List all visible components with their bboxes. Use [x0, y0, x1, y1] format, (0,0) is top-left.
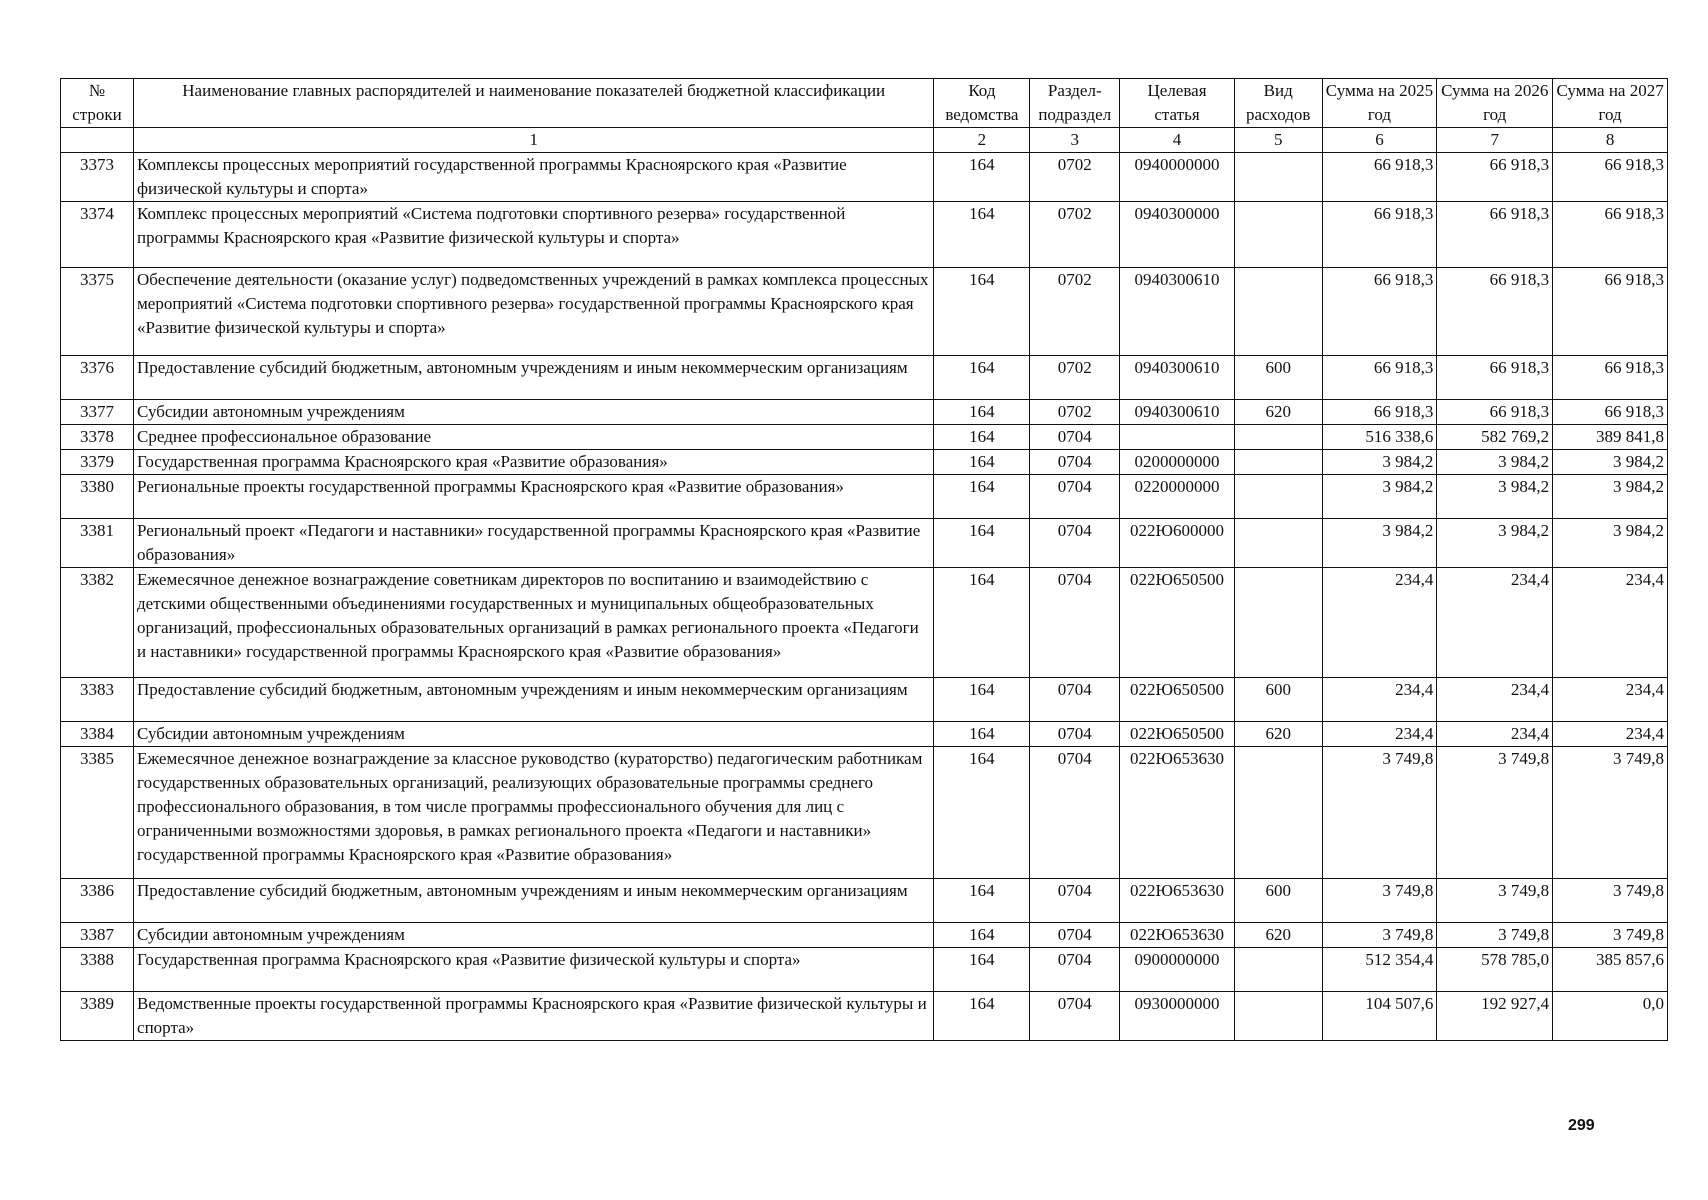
table-row — [61, 722, 1668, 747]
row-sum-2027: 385 857,6 — [1553, 948, 1668, 992]
row-number: 3374 — [61, 202, 134, 268]
row-sum-2027: 3 749,8 — [1553, 923, 1668, 948]
row-sum-2025: 234,4 — [1322, 722, 1437, 747]
row-expense-type — [1234, 425, 1322, 450]
header-sum-2027: Сумма на 2027 год — [1553, 79, 1668, 128]
header-dept-code: Код ведомства — [934, 79, 1030, 128]
row-sum-2026: 66 918,3 — [1437, 268, 1553, 356]
row-target: 0930000000 — [1120, 992, 1235, 1041]
row-name: Ежемесячное денежное вознаграждение за классное руководство (кураторство) педагогическим работникам государственных образовательных организаций, реализующих образовательные программы среднего профессионального образования, в том числе программы профессионального обучения для лиц с ограниченными возможностями здоровья, в рамках регионального проекта «Педагоги и наставники» государственной программы Красноярского края «Развитие образования» — [134, 747, 934, 879]
row-expense-type: 620 — [1234, 400, 1322, 425]
row-sum-2025: 66 918,3 — [1322, 400, 1437, 425]
table-row — [61, 747, 1668, 879]
row-section: 0704 — [1030, 678, 1120, 722]
column-number: 4 — [1120, 128, 1235, 153]
table-row — [61, 153, 1668, 202]
row-dept-code: 164 — [934, 356, 1030, 400]
row-sum-2026: 234,4 — [1437, 678, 1553, 722]
row-sum-2025: 104 507,6 — [1322, 992, 1437, 1041]
row-sum-2026: 582 769,2 — [1437, 425, 1553, 450]
row-name: Комплексы процессных мероприятий государственной программы Красноярского края «Развитие физической культуры и спорта» — [134, 153, 934, 202]
row-dept-code: 164 — [934, 722, 1030, 747]
row-section: 0704 — [1030, 992, 1120, 1041]
row-sum-2027: 3 984,2 — [1553, 475, 1668, 519]
row-dept-code: 164 — [934, 678, 1030, 722]
row-section: 0704 — [1030, 519, 1120, 568]
row-target: 022Ю600000 — [1120, 519, 1235, 568]
row-target: 022Ю653630 — [1120, 879, 1235, 923]
row-target: 022Ю653630 — [1120, 747, 1235, 879]
row-sum-2027: 3 749,8 — [1553, 879, 1668, 923]
row-section: 0702 — [1030, 153, 1120, 202]
table-body — [61, 153, 1668, 1041]
row-number: 3381 — [61, 519, 134, 568]
header-expense-type: Вид расходов — [1234, 79, 1322, 128]
table-row — [61, 268, 1668, 356]
row-section: 0704 — [1030, 722, 1120, 747]
row-section: 0702 — [1030, 356, 1120, 400]
row-expense-type — [1234, 202, 1322, 268]
row-section: 0704 — [1030, 923, 1120, 948]
row-number: 3375 — [61, 268, 134, 356]
budget-table — [60, 78, 1668, 1041]
row-name: Предоставление субсидий бюджетным, автономным учреждениям и иным некоммерческим организациям — [134, 879, 934, 923]
row-sum-2025: 66 918,3 — [1322, 268, 1437, 356]
row-dept-code: 164 — [934, 519, 1030, 568]
table-row — [61, 475, 1668, 519]
row-sum-2025: 3 749,8 — [1322, 747, 1437, 879]
row-sum-2026: 3 749,8 — [1437, 923, 1553, 948]
row-name: Среднее профессиональное образование — [134, 425, 934, 450]
header-target: Целевая статья — [1120, 79, 1235, 128]
row-sum-2025: 66 918,3 — [1322, 202, 1437, 268]
row-number: 3380 — [61, 475, 134, 519]
column-number-row — [61, 128, 1668, 153]
table-row — [61, 425, 1668, 450]
header-row — [61, 79, 1668, 128]
table-row — [61, 678, 1668, 722]
table-row — [61, 202, 1668, 268]
row-number: 3388 — [61, 948, 134, 992]
row-number: 3382 — [61, 568, 134, 678]
row-section: 0704 — [1030, 475, 1120, 519]
row-number: 3385 — [61, 747, 134, 879]
row-sum-2027: 3 984,2 — [1553, 519, 1668, 568]
row-expense-type: 600 — [1234, 678, 1322, 722]
row-expense-type — [1234, 747, 1322, 879]
row-sum-2026: 3 984,2 — [1437, 475, 1553, 519]
row-dept-code: 164 — [934, 948, 1030, 992]
row-section: 0704 — [1030, 948, 1120, 992]
row-target: 0940300610 — [1120, 268, 1235, 356]
row-number: 3386 — [61, 879, 134, 923]
row-section: 0702 — [1030, 202, 1120, 268]
row-sum-2026: 66 918,3 — [1437, 400, 1553, 425]
row-target: 0900000000 — [1120, 948, 1235, 992]
row-sum-2027: 3 984,2 — [1553, 450, 1668, 475]
row-sum-2025: 512 354,4 — [1322, 948, 1437, 992]
row-number: 3383 — [61, 678, 134, 722]
row-sum-2027: 66 918,3 — [1553, 400, 1668, 425]
header-sum-2025: Сумма на 2025 год — [1322, 79, 1437, 128]
row-target: 0200000000 — [1120, 450, 1235, 475]
table-row — [61, 992, 1668, 1041]
row-dept-code: 164 — [934, 568, 1030, 678]
row-sum-2026: 66 918,3 — [1437, 202, 1553, 268]
row-sum-2027: 66 918,3 — [1553, 202, 1668, 268]
row-sum-2026: 192 927,4 — [1437, 992, 1553, 1041]
row-sum-2027: 66 918,3 — [1553, 356, 1668, 400]
row-name: Региональные проекты государственной программы Красноярского края «Развитие образования» — [134, 475, 934, 519]
table-row — [61, 356, 1668, 400]
row-section: 0704 — [1030, 568, 1120, 678]
row-sum-2026: 3 749,8 — [1437, 747, 1553, 879]
row-target: 022Ю653630 — [1120, 923, 1235, 948]
row-expense-type — [1234, 948, 1322, 992]
row-number: 3377 — [61, 400, 134, 425]
row-expense-type: 600 — [1234, 356, 1322, 400]
row-name: Обеспечение деятельности (оказание услуг) подведомственных учреждений в рамках комплекса процессных мероприятий «Система подготовки спортивного резерва» государственной программы Красноярского края «Развитие физической культуры и спорта» — [134, 268, 934, 356]
row-dept-code: 164 — [934, 425, 1030, 450]
row-name: Субсидии автономным учреждениям — [134, 400, 934, 425]
table-row — [61, 923, 1668, 948]
row-sum-2027: 0,0 — [1553, 992, 1668, 1041]
row-sum-2027: 389 841,8 — [1553, 425, 1668, 450]
row-sum-2025: 66 918,3 — [1322, 356, 1437, 400]
row-dept-code: 164 — [934, 400, 1030, 425]
column-number: 3 — [1030, 128, 1120, 153]
row-dept-code: 164 — [934, 747, 1030, 879]
row-expense-type — [1234, 992, 1322, 1041]
row-sum-2025: 516 338,6 — [1322, 425, 1437, 450]
column-number: 1 — [134, 128, 934, 153]
table-row — [61, 568, 1668, 678]
row-expense-type — [1234, 519, 1322, 568]
row-section: 0704 — [1030, 747, 1120, 879]
row-sum-2026: 3 749,8 — [1437, 879, 1553, 923]
row-target: 0940000000 — [1120, 153, 1235, 202]
row-sum-2027: 234,4 — [1553, 568, 1668, 678]
row-target: 0940300610 — [1120, 400, 1235, 425]
row-expense-type — [1234, 268, 1322, 356]
header-sum-2026: Сумма на 2026 год — [1437, 79, 1553, 128]
row-name: Государственная программа Красноярского края «Развитие физической культуры и спорта» — [134, 948, 934, 992]
row-section: 0702 — [1030, 268, 1120, 356]
row-target — [1120, 425, 1235, 450]
row-expense-type — [1234, 475, 1322, 519]
row-sum-2025: 3 749,8 — [1322, 879, 1437, 923]
row-number: 3384 — [61, 722, 134, 747]
row-sum-2025: 234,4 — [1322, 678, 1437, 722]
row-sum-2027: 66 918,3 — [1553, 153, 1668, 202]
row-sum-2027: 234,4 — [1553, 678, 1668, 722]
row-sum-2026: 3 984,2 — [1437, 519, 1553, 568]
table-row — [61, 400, 1668, 425]
row-dept-code: 164 — [934, 153, 1030, 202]
row-number: 3379 — [61, 450, 134, 475]
row-dept-code: 164 — [934, 879, 1030, 923]
row-sum-2026: 234,4 — [1437, 568, 1553, 678]
column-number: 8 — [1553, 128, 1668, 153]
row-sum-2027: 234,4 — [1553, 722, 1668, 747]
row-sum-2025: 3 984,2 — [1322, 519, 1437, 568]
row-dept-code: 164 — [934, 923, 1030, 948]
row-expense-type: 620 — [1234, 722, 1322, 747]
row-number: 3387 — [61, 923, 134, 948]
row-sum-2026: 578 785,0 — [1437, 948, 1553, 992]
row-name: Предоставление субсидий бюджетным, автономным учреждениям и иным некоммерческим организациям — [134, 678, 934, 722]
row-name: Предоставление субсидий бюджетным, автономным учреждениям и иным некоммерческим организациям — [134, 356, 934, 400]
row-sum-2025: 234,4 — [1322, 568, 1437, 678]
row-dept-code: 164 — [934, 268, 1030, 356]
table-row — [61, 879, 1668, 923]
row-target: 022Ю650500 — [1120, 568, 1235, 678]
table-row — [61, 948, 1668, 992]
row-sum-2026: 3 984,2 — [1437, 450, 1553, 475]
row-sum-2025: 3 984,2 — [1322, 475, 1437, 519]
header-section: Раздел-подраздел — [1030, 79, 1120, 128]
row-expense-type — [1234, 153, 1322, 202]
row-sum-2025: 66 918,3 — [1322, 153, 1437, 202]
row-target: 0220000000 — [1120, 475, 1235, 519]
row-target: 022Ю650500 — [1120, 678, 1235, 722]
row-section: 0704 — [1030, 450, 1120, 475]
column-number: 5 — [1234, 128, 1322, 153]
row-target: 0940300610 — [1120, 356, 1235, 400]
row-number: 3373 — [61, 153, 134, 202]
row-sum-2026: 66 918,3 — [1437, 356, 1553, 400]
row-expense-type: 600 — [1234, 879, 1322, 923]
row-dept-code: 164 — [934, 450, 1030, 475]
row-section: 0704 — [1030, 425, 1120, 450]
row-name: Государственная программа Красноярского края «Развитие образования» — [134, 450, 934, 475]
row-number: 3389 — [61, 992, 134, 1041]
row-sum-2027: 3 749,8 — [1553, 747, 1668, 879]
row-number: 3378 — [61, 425, 134, 450]
table-row — [61, 450, 1668, 475]
row-name: Ежемесячное денежное вознаграждение советникам директоров по воспитанию и взаимодействию с детскими общественными объединениями государственных и муниципальных общеобразовательных организаций, профессиональных образовательных организаций в рамках регионального проекта «Педагоги и наставники» государственной программы Красноярского края «Развитие образования» — [134, 568, 934, 678]
row-name: Комплекс процессных мероприятий «Система подготовки спортивного резерва» государственной программы Красноярского края «Развитие физической культуры и спорта» — [134, 202, 934, 268]
row-dept-code: 164 — [934, 992, 1030, 1041]
row-sum-2025: 3 984,2 — [1322, 450, 1437, 475]
row-section: 0704 — [1030, 879, 1120, 923]
row-target: 022Ю650500 — [1120, 722, 1235, 747]
row-sum-2027: 66 918,3 — [1553, 268, 1668, 356]
column-number: 6 — [1322, 128, 1437, 153]
page-number: 299 — [1568, 1117, 1595, 1134]
row-sum-2026: 234,4 — [1437, 722, 1553, 747]
row-expense-type — [1234, 450, 1322, 475]
row-sum-2025: 3 749,8 — [1322, 923, 1437, 948]
row-dept-code: 164 — [934, 202, 1030, 268]
row-name: Субсидии автономным учреждениям — [134, 923, 934, 948]
row-name: Ведомственные проекты государственной программы Красноярского края «Развитие физической культуры и спорта» — [134, 992, 934, 1041]
column-number: 7 — [1437, 128, 1553, 153]
row-section: 0702 — [1030, 400, 1120, 425]
row-name: Региональный проект «Педагоги и наставники» государственной программы Красноярского края «Развитие образования» — [134, 519, 934, 568]
row-dept-code: 164 — [934, 475, 1030, 519]
table-row — [61, 519, 1668, 568]
column-number: 2 — [934, 128, 1030, 153]
row-expense-type — [1234, 568, 1322, 678]
row-name: Субсидии автономным учреждениям — [134, 722, 934, 747]
row-sum-2026: 66 918,3 — [1437, 153, 1553, 202]
header-row-no: № строки — [61, 79, 134, 128]
column-number — [61, 128, 134, 153]
header-name: Наименование главных распорядителей и наименование показателей бюджетной классификации — [134, 79, 934, 128]
row-target: 0940300000 — [1120, 202, 1235, 268]
row-expense-type: 620 — [1234, 923, 1322, 948]
row-number: 3376 — [61, 356, 134, 400]
